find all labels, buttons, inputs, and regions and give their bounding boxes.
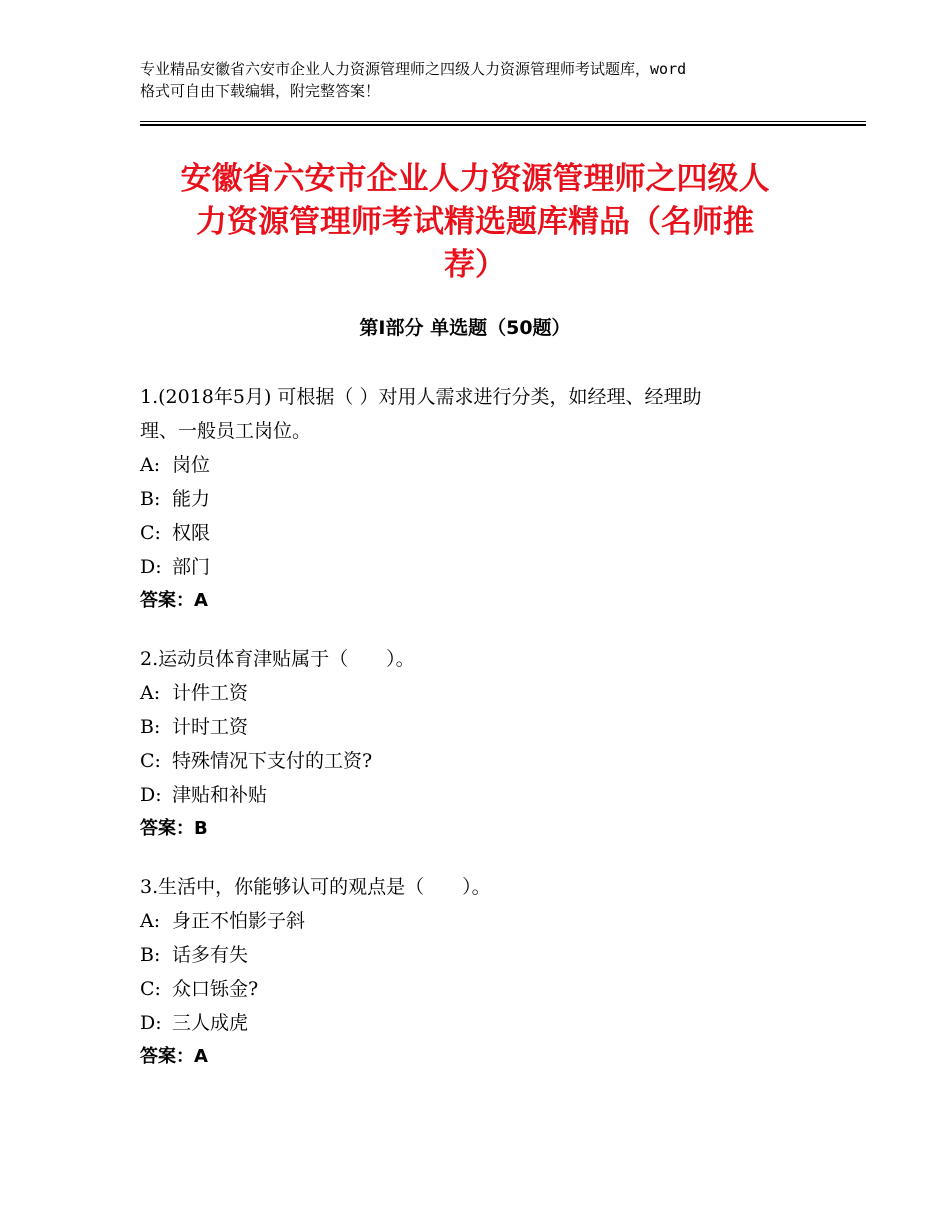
option-c [140, 972, 820, 1006]
option-letter: A: [140, 910, 161, 932]
option-d [140, 778, 820, 812]
question-2 [140, 642, 820, 846]
option-text: 津贴和补贴 [172, 784, 268, 806]
option-letter: C: [140, 522, 161, 544]
option-letter: C: [140, 978, 161, 1000]
document-title [130, 158, 820, 287]
option-a [140, 904, 820, 938]
option-text: 三人成虎 [172, 1012, 249, 1034]
header-divider-thin [140, 121, 866, 122]
option-letter: C: [140, 750, 161, 772]
option-letter: B: [140, 488, 161, 510]
option-text: 部门 [172, 556, 211, 578]
question-1 [140, 380, 820, 618]
answer-label: 答案：A [140, 1046, 208, 1067]
answer-label: 答案：A [140, 590, 208, 611]
option-text: 权限 [172, 522, 211, 544]
title-line-2: 力资源管理师考试精选题库精品（名师推 [196, 204, 754, 240]
option-text: 岗位 [172, 454, 211, 476]
header-note-line-1: 专业精品安徽省六安市企业人力资源管理师之四级人力资源管理师考试题库，word [140, 60, 687, 78]
option-letter: D: [140, 784, 162, 806]
option-text: 能力 [172, 488, 211, 510]
question-stem-line: 1.(2018年5月) 可根据（ ）对用人需求进行分类，如经理、经理助 [140, 386, 702, 408]
header-note-line-2: 格式可自由下载编辑，附完整答案！ [140, 82, 381, 100]
option-letter: A: [140, 454, 161, 476]
option-text: 计时工资 [172, 716, 249, 738]
option-d [140, 1006, 820, 1040]
option-b [140, 482, 820, 516]
option-letter: A: [140, 682, 161, 704]
option-c [140, 516, 820, 550]
question-stem-line: 3.生活中，你能够认可的观点是（ ）。 [140, 876, 491, 898]
option-d [140, 550, 820, 584]
question-stem-line: 理、一般员工岗位。 [140, 420, 312, 442]
section-heading: 第Ⅰ部分 单选题（50题） [359, 317, 571, 339]
title-line-1: 安徽省六安市企业人力资源管理师之四级人 [180, 161, 770, 197]
option-letter: D: [140, 1012, 162, 1034]
question-stem [140, 380, 820, 448]
option-c [140, 744, 820, 778]
option-a [140, 448, 820, 482]
question-3 [140, 870, 820, 1074]
header-divider-thick [140, 124, 866, 126]
title-line-3: 荐） [444, 247, 506, 283]
question-stem-line: 2.运动员体育津贴属于（ ）。 [140, 648, 415, 670]
option-b [140, 938, 820, 972]
option-a [140, 676, 820, 710]
option-letter: B: [140, 944, 161, 966]
option-b [140, 710, 820, 744]
option-letter: D: [140, 556, 162, 578]
header-note [140, 58, 830, 102]
question-stem [140, 870, 820, 904]
question-list [140, 380, 820, 1098]
option-text: 计件工资 [172, 682, 249, 704]
answer-label: 答案：B [140, 818, 208, 839]
option-letter: B: [140, 716, 161, 738]
question-stem [140, 642, 820, 676]
option-text: 身正不怕影子斜 [172, 910, 306, 932]
option-text: 话多有失 [172, 944, 249, 966]
option-text: 众口铄金? [172, 978, 259, 1000]
option-text: 特殊情况下支付的工资? [172, 750, 373, 772]
